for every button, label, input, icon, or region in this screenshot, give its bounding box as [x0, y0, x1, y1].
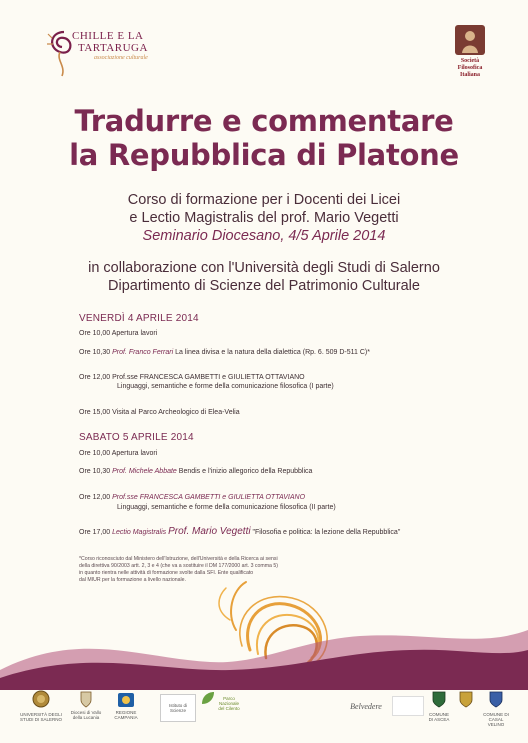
sfi-line2: Filosofica: [457, 65, 483, 71]
ascea-label: COMUNE DI ASCEA: [428, 712, 450, 722]
day2-item-2: [79, 467, 312, 477]
diocesi-label: Diocesi di Vallo della Lucania: [70, 710, 102, 720]
day2-item-4-speaker: Lectio Magistralis: [112, 529, 167, 536]
achille-subtitle: associazione culturale: [94, 55, 148, 61]
partner-logo-generic: [392, 696, 424, 716]
sfi-line1: Società: [460, 58, 480, 64]
day2-item-3: [79, 493, 305, 503]
day2-item-2-text: Bendis e l'inizio allegorico della Repubblica: [178, 468, 313, 475]
day2-item-4-time: Ore 17,00: [79, 529, 111, 536]
achille-name-line1: CHILLE E LA: [72, 30, 144, 42]
casal-velino-crest-icon: [489, 690, 503, 708]
achille-tartaruga-logo: [44, 26, 174, 96]
day2-item-4-lecturer: Prof. Mario Vegetti: [168, 526, 251, 537]
unisa-logo: [20, 690, 62, 726]
day2-item-4: [79, 527, 400, 538]
regione-logo: [106, 692, 146, 722]
day2-item-2-speaker: Prof. Michele Abbate: [112, 468, 177, 475]
day1-item-2-speaker: Prof. Franco Ferrari: [112, 349, 174, 356]
day2-item-4-text: "Filosofia e politica: la lezione della Repubblica": [252, 529, 401, 536]
footnote-line4: dal MIUR per la formazione a livello nazionale.: [79, 577, 186, 583]
day2-item-3-speaker: Prof.sse FRANCESCA GAMBETTI e GIULIETTA OTTAVIANO: [112, 494, 306, 501]
comune-ascea-logo: [428, 690, 450, 724]
day1-item-1-text: Apertura lavori: [111, 330, 158, 337]
day2-item-3-detail: Linguaggi, semantiche e forme della comunicazione filosofica (II parte): [117, 504, 336, 511]
cilento-leaf-icon: [200, 690, 216, 706]
ascea-crest-icon: [432, 690, 446, 708]
scienze-label: Istituto di Scienze: [168, 703, 187, 713]
day1-heading: VENERDÌ 4 APRILE 2014: [79, 313, 199, 324]
regione-label: REGIONE CAMPANIA: [114, 710, 138, 720]
day2-item-3-time: Ore 12,00: [79, 494, 111, 501]
decorative-swirl-wave: [0, 570, 528, 690]
page-title-line2: la Repubblica di Platone: [69, 138, 459, 172]
subtitle-line2: e Lectio Magistralis del prof. Mario Vegetti: [129, 210, 399, 226]
comune-crest-icon: [459, 690, 473, 708]
casal-velino-label: COMUNE DI CASAL VELINO: [483, 712, 509, 727]
day1-item-4-text: Visita al Parco Archeologico di Elea-Velia: [112, 409, 240, 416]
achille-name-line2: TARTARUGA: [78, 42, 148, 54]
diocesi-logo: [70, 690, 102, 726]
day1-item-2-text: La linea divisa e la natura della dialettica (Rp. 6. 509 D-511 C)*: [175, 349, 370, 356]
day1-item-2: [79, 348, 370, 358]
day1-item-2-time: Ore 10,30: [79, 349, 111, 356]
belvedere-label: Belvedere: [350, 701, 382, 711]
day1-item-1: [79, 329, 157, 339]
footnote-line1: *Corso riconosciuto dal Ministero dell'Istruzione, dell'Università e della Ricerca ai sensi: [79, 556, 278, 562]
subtitle-line1: Corso di formazione per i Docenti dei Licei: [127, 192, 401, 208]
subtitle-line3: Seminario Diocesano, 4/5 Aprile 2014: [142, 228, 386, 244]
day1-item-4: [79, 408, 240, 418]
day1-item-3-detail: Linguaggi, semantiche e forme della comunicazione filosofica (I parte): [117, 383, 334, 390]
regione-crest-icon: [117, 692, 135, 708]
day1-item-3-time: Ore 12,00: [79, 374, 111, 381]
page-title-line1: Tradurre e commentare: [74, 104, 454, 138]
day1-item-1-time: Ore 10,00: [79, 330, 111, 337]
day2-item-1-text: Apertura lavori: [111, 450, 158, 457]
collaboration-line2: Dipartimento di Scienze del Patrimonio Culturale: [108, 278, 420, 294]
sfi-seal-icon: [455, 25, 485, 55]
diocesi-crest-icon: [80, 690, 92, 708]
day1-item-4-time: Ore 15,00: [79, 409, 111, 416]
day2-item-2-time: Ore 10,30: [79, 468, 111, 475]
day1-item-3-text: Prof.sse FRANCESCA GAMBETTI e GIULIETTA OTTAVIANO: [112, 374, 305, 381]
sfi-logo: [451, 25, 489, 85]
day2-item-1-time: Ore 10,00: [79, 450, 111, 457]
footnote-line3: in quanto rientra nelle attività di formazione svolte dalla SFI. Ente qualificato: [79, 570, 254, 576]
partners-bar: [0, 690, 528, 730]
day2-heading: SABATO 5 APRILE 2014: [79, 432, 194, 443]
scienze-logo: [160, 694, 196, 722]
sfi-line3: Italiana: [459, 72, 480, 78]
cilento-logo: [200, 690, 240, 724]
unisa-label: UNIVERSITÀ DEGLI STUDI DI SALERNO: [20, 712, 63, 722]
cilento-label: Parco Nazionale del Cilento: [218, 696, 240, 711]
casal-velino-logo: [482, 690, 510, 726]
collaboration-line1: in collaborazione con l'Università degli Studi di Salerno: [88, 260, 440, 276]
comune-logo-2: [456, 690, 476, 724]
day2-item-1: [79, 449, 157, 459]
unisa-seal-icon: [32, 690, 50, 708]
belvedere-logo: [346, 694, 386, 718]
footnote-line2: della direttiva 90/2003 artt. 2, 3 e 4 (che va a sostituire il DM 177/2000 art. 3 comma 5): [79, 563, 278, 569]
